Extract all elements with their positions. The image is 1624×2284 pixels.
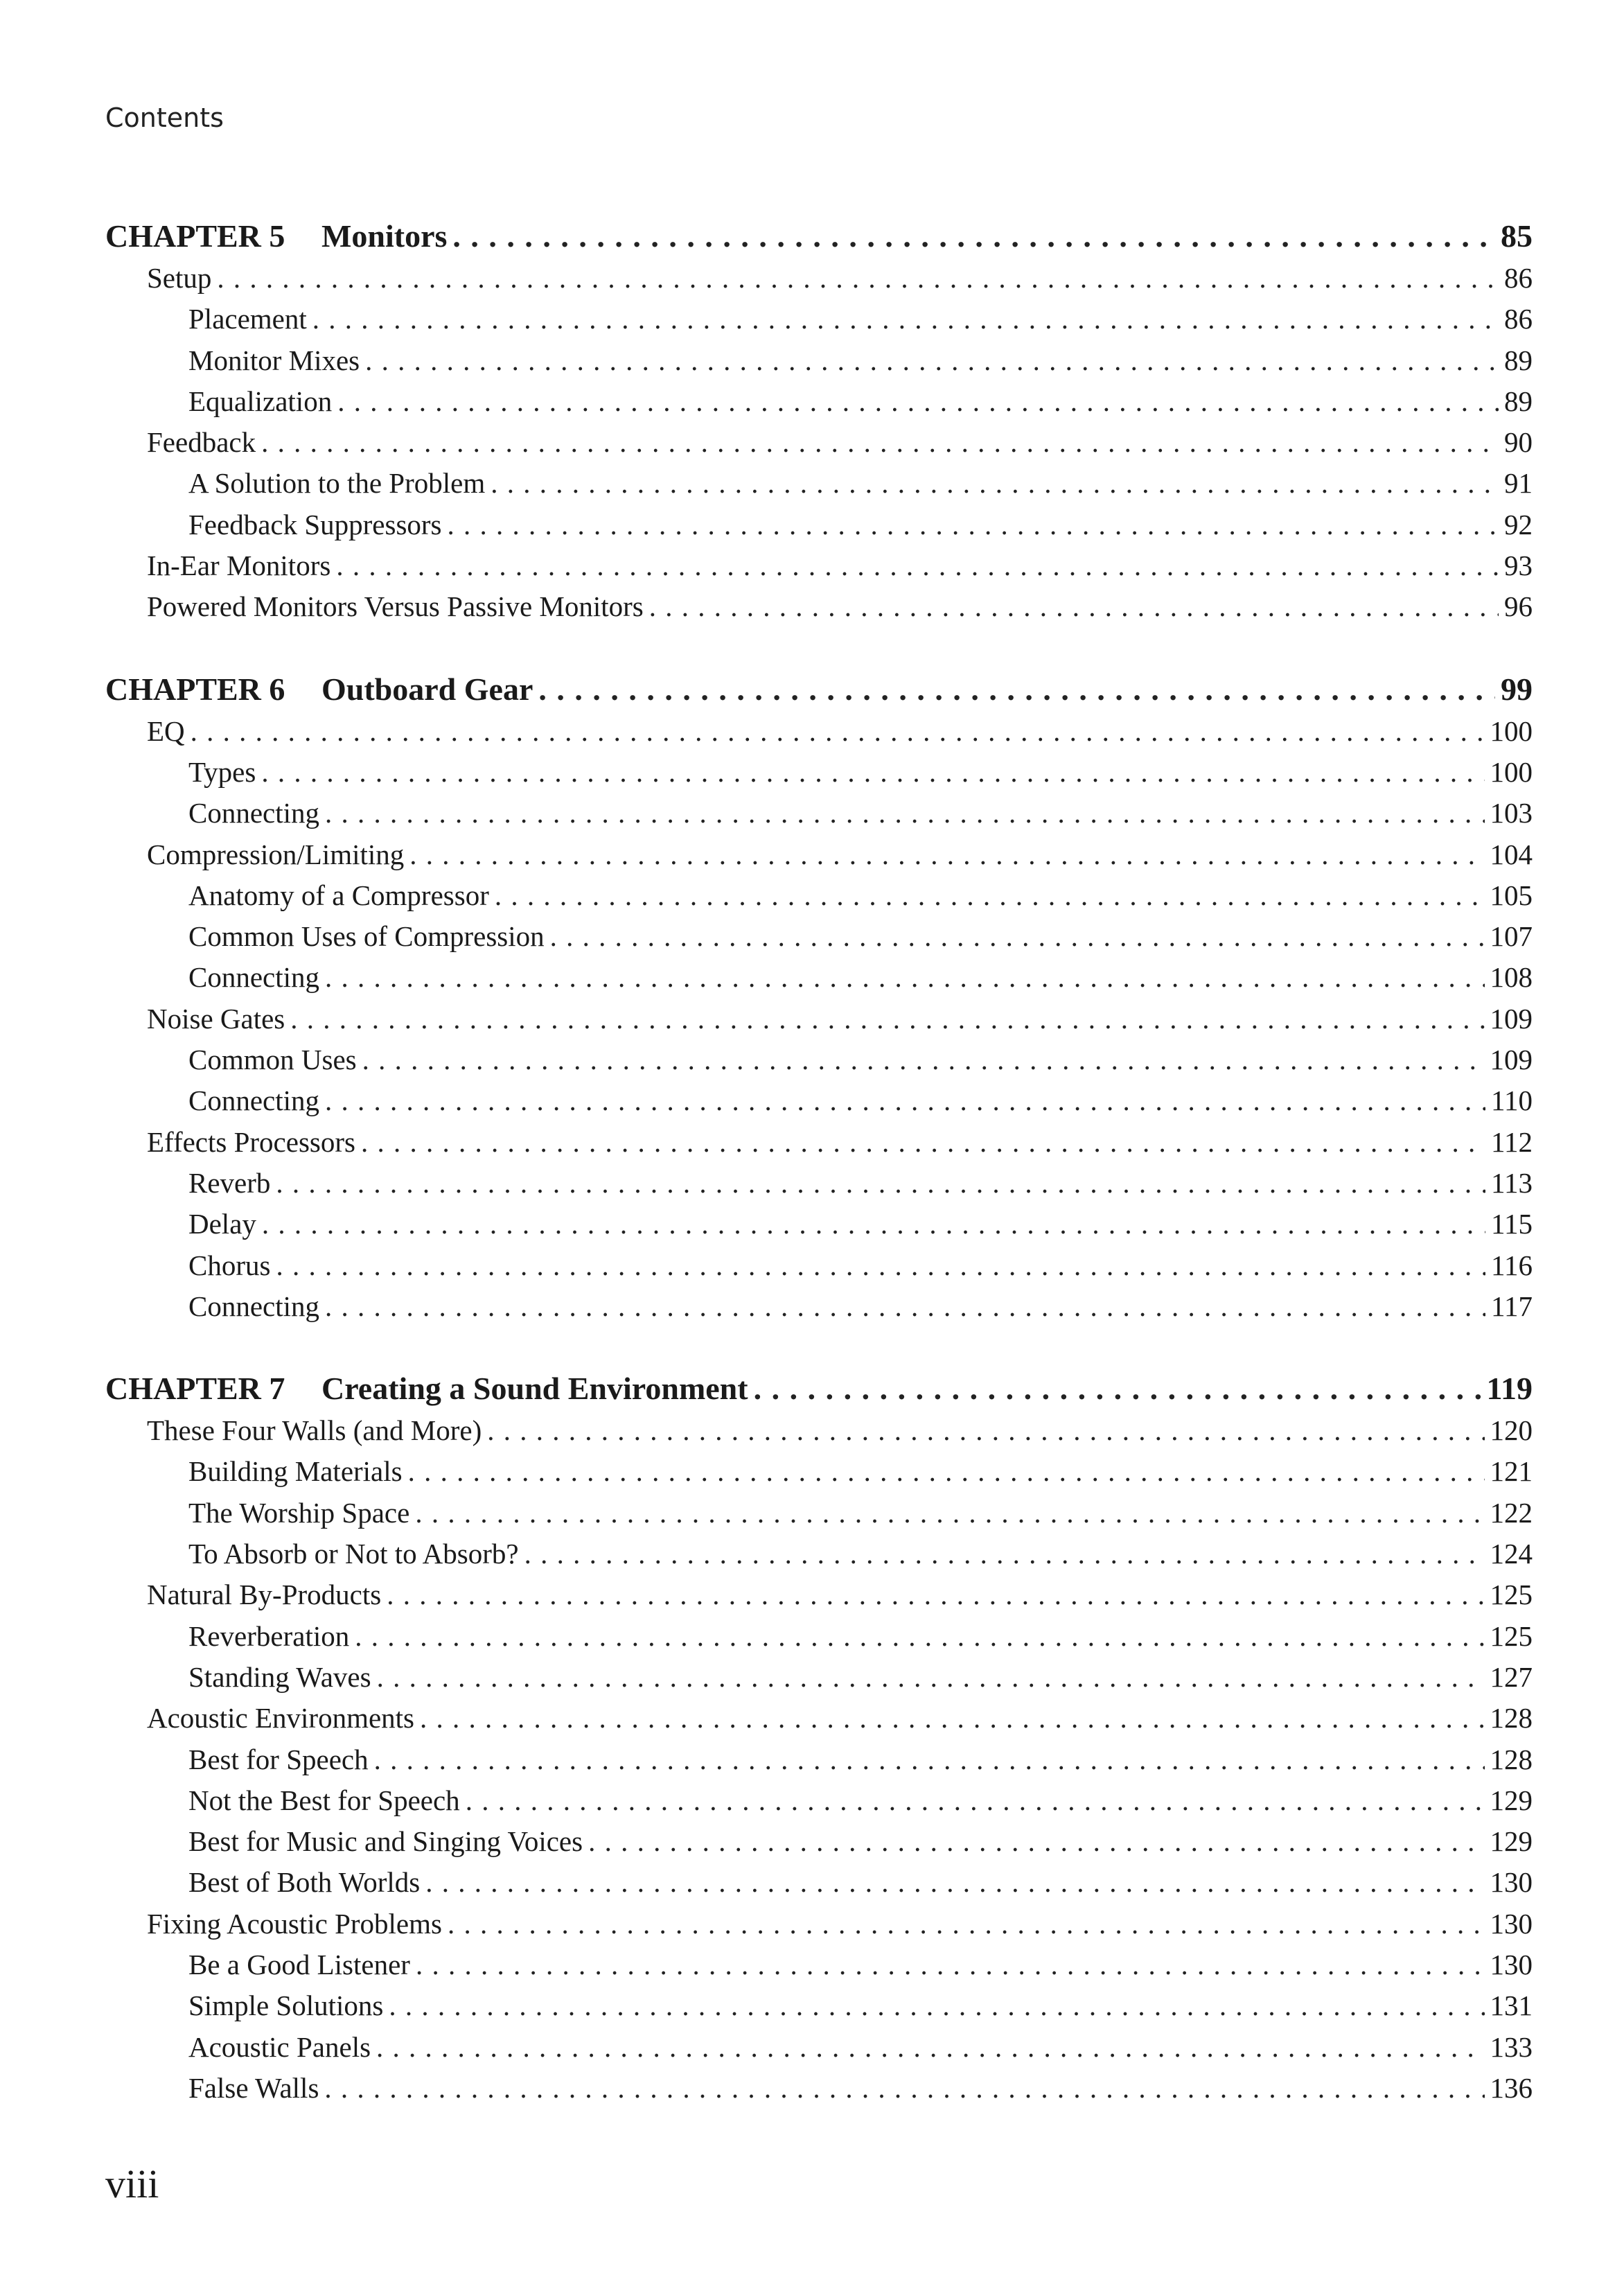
dot-leader xyxy=(365,340,1499,381)
entry-page-number: 109 xyxy=(1490,1002,1533,1035)
entry-label: Not the Best for Speech xyxy=(188,1784,460,1816)
entry-label: Types xyxy=(188,755,256,788)
entry-page-number: 104 xyxy=(1490,838,1533,870)
entry-label: Building Materials xyxy=(188,1455,403,1488)
dot-leader xyxy=(452,215,1495,258)
toc-subsection-entry[interactable] xyxy=(105,1245,1533,1286)
entry-label: In-Ear Monitors xyxy=(147,550,331,582)
entry-page-number: 129 xyxy=(1490,1825,1533,1858)
dot-leader xyxy=(649,586,1499,627)
entry-label: EQ xyxy=(147,714,185,747)
entry-page-number: 113 xyxy=(1491,1166,1533,1199)
entry-label: Connecting xyxy=(188,797,320,829)
dot-leader xyxy=(325,1286,1485,1327)
chapter-number: CHAPTER 6 xyxy=(105,671,285,707)
dot-leader xyxy=(448,504,1499,545)
dot-leader xyxy=(325,793,1484,834)
dot-leader xyxy=(550,916,1485,957)
toc-subsection-entry[interactable] xyxy=(105,2068,1533,2109)
toc-subsection-entry[interactable] xyxy=(105,1616,1533,1657)
toc-subsection-entry[interactable] xyxy=(105,1493,1533,1534)
toc-subsection-entry[interactable] xyxy=(105,793,1533,834)
entry-page-number: 122 xyxy=(1490,1496,1533,1529)
entry-label: Delay xyxy=(188,1208,256,1240)
toc-subsection-entry[interactable] xyxy=(105,1985,1533,2026)
entry-label: These Four Walls (and More) xyxy=(147,1414,482,1447)
entry-label: Feedback xyxy=(147,426,256,459)
dot-leader xyxy=(276,1245,1485,1286)
chapter-label xyxy=(105,668,533,711)
toc-subsection-entry[interactable] xyxy=(105,1821,1533,1862)
toc-subsection-entry[interactable] xyxy=(105,752,1533,793)
toc-subsection-entry[interactable] xyxy=(105,381,1533,422)
toc-section-entry[interactable] xyxy=(105,999,1533,1039)
chapter-number: CHAPTER 7 xyxy=(105,1371,285,1407)
entry-page-number: 103 xyxy=(1490,797,1533,829)
dot-leader xyxy=(389,1985,1484,2026)
chapter-title: Outboard Gear xyxy=(321,671,533,707)
entry-page-number: 93 xyxy=(1504,550,1533,582)
entry-label: Simple Solutions xyxy=(188,1989,384,2022)
entry-page-number: 124 xyxy=(1490,1538,1533,1570)
toc-subsection-entry[interactable] xyxy=(105,916,1533,957)
entry-label: Effects Processors xyxy=(147,1125,355,1158)
entry-label: Monitor Mixes xyxy=(188,344,360,376)
entry-label: Reverberation xyxy=(188,1619,350,1652)
dot-leader xyxy=(538,668,1495,711)
toc-section-entry[interactable] xyxy=(105,422,1533,463)
dot-leader xyxy=(324,2068,1484,2109)
entry-label: Best for Speech xyxy=(188,1743,369,1775)
dot-leader xyxy=(466,1780,1485,1821)
entry-label: Equalization xyxy=(188,385,333,417)
entry-label: The Worship Space xyxy=(188,1496,410,1529)
toc-section-entry[interactable] xyxy=(105,1122,1533,1163)
toc-subsection-entry[interactable] xyxy=(105,1080,1533,1121)
entry-page-number: 130 xyxy=(1490,1948,1533,1980)
dot-leader xyxy=(361,1122,1485,1163)
dot-leader xyxy=(448,1904,1485,1944)
toc-subsection-entry[interactable] xyxy=(105,1204,1533,1245)
entry-page-number: 121 xyxy=(1490,1455,1533,1488)
toc-subsection-entry[interactable] xyxy=(105,1286,1533,1327)
toc-subsection-entry[interactable] xyxy=(105,299,1533,340)
entry-page-number: 133 xyxy=(1490,2030,1533,2063)
toc-subsection-entry[interactable] xyxy=(105,340,1533,381)
entry-page-number: 89 xyxy=(1504,344,1533,376)
entry-label: Acoustic Panels xyxy=(188,2030,371,2063)
chapter-section xyxy=(105,215,1533,628)
dot-leader xyxy=(191,711,1485,752)
dot-leader xyxy=(420,1698,1484,1739)
entry-page-number: 120 xyxy=(1490,1414,1533,1447)
chapter-page-number: 119 xyxy=(1486,1371,1533,1407)
entry-page-number: 92 xyxy=(1504,508,1533,541)
entry-page-number: 96 xyxy=(1504,590,1533,623)
entry-page-number: 116 xyxy=(1491,1249,1533,1281)
toc-subsection-entry[interactable] xyxy=(105,504,1533,545)
chapter-section xyxy=(105,1367,1533,2109)
toc-subsection-entry[interactable] xyxy=(105,463,1533,504)
entry-label: Feedback Suppressors xyxy=(188,508,442,541)
dot-leader xyxy=(355,1616,1484,1657)
toc-subsection-entry[interactable] xyxy=(105,1739,1533,1780)
entry-label: Common Uses of Compression xyxy=(188,920,545,953)
entry-label: Common Uses xyxy=(188,1044,357,1076)
entry-label: Noise Gates xyxy=(147,1002,285,1035)
toc-section-entry[interactable] xyxy=(105,586,1533,627)
chapter-title: Monitors xyxy=(321,218,448,254)
toc-subsection-entry[interactable] xyxy=(105,1534,1533,1574)
entry-page-number: 90 xyxy=(1504,426,1533,459)
toc-subsection-entry[interactable] xyxy=(105,2027,1533,2068)
dot-leader xyxy=(377,1657,1485,1698)
entry-page-number: 86 xyxy=(1504,262,1533,294)
toc-subsection-entry[interactable] xyxy=(105,1944,1533,1985)
running-head: Contents xyxy=(105,103,224,133)
entry-page-number: 131 xyxy=(1490,1989,1533,2022)
chapter-heading[interactable] xyxy=(105,1367,1533,1410)
entry-label: Acoustic Environments xyxy=(147,1702,415,1734)
entry-page-number: 117 xyxy=(1491,1290,1533,1322)
entry-page-number: 125 xyxy=(1490,1619,1533,1652)
entry-label: Setup xyxy=(147,262,212,294)
chapter-number: CHAPTER 5 xyxy=(105,218,285,254)
entry-page-number: 86 xyxy=(1504,303,1533,335)
dot-leader xyxy=(362,1039,1485,1080)
entry-page-number: 112 xyxy=(1491,1125,1533,1158)
entry-label: Be a Good Listener xyxy=(188,1948,410,1980)
entry-page-number: 110 xyxy=(1491,1084,1533,1117)
dot-leader xyxy=(425,1862,1484,1903)
dot-leader xyxy=(491,463,1499,504)
dot-leader xyxy=(262,1204,1485,1245)
entry-label: Standing Waves xyxy=(188,1660,371,1693)
entry-label: Connecting xyxy=(188,1084,320,1117)
entry-label: Best of Both Worlds xyxy=(188,1866,421,1899)
entry-page-number: 129 xyxy=(1490,1784,1533,1816)
entry-label: Fixing Acoustic Problems xyxy=(147,1907,442,1940)
dot-leader xyxy=(487,1410,1484,1451)
dot-leader xyxy=(588,1821,1484,1862)
chapter-label xyxy=(105,215,447,258)
entry-page-number: 127 xyxy=(1490,1660,1533,1693)
entry-label: Powered Monitors Versus Passive Monitors xyxy=(147,590,644,623)
entry-page-number: 128 xyxy=(1490,1743,1533,1775)
toc-subsection-entry[interactable] xyxy=(105,1780,1533,1821)
chapter-label xyxy=(105,1367,748,1410)
dot-leader xyxy=(312,299,1499,340)
entry-label: Reverb xyxy=(188,1166,271,1199)
toc-subsection-entry[interactable] xyxy=(105,957,1533,998)
dot-leader xyxy=(261,422,1499,463)
dot-leader xyxy=(376,2027,1484,2068)
dot-leader xyxy=(325,957,1484,998)
entry-page-number: 100 xyxy=(1490,755,1533,788)
dot-leader xyxy=(290,999,1484,1039)
toc-subsection-entry[interactable] xyxy=(105,1039,1533,1080)
page-number: viii xyxy=(105,2161,159,2206)
entry-page-number: 136 xyxy=(1490,2071,1533,2104)
toc-section-entry[interactable] xyxy=(105,1410,1533,1451)
dot-leader xyxy=(495,875,1485,916)
toc-subsection-entry[interactable] xyxy=(105,1163,1533,1204)
entry-page-number: 108 xyxy=(1490,961,1533,994)
entry-page-number: 91 xyxy=(1504,467,1533,500)
chapter-heading[interactable] xyxy=(105,215,1533,258)
chapter-section xyxy=(105,668,1533,1327)
toc-section-entry[interactable] xyxy=(105,1574,1533,1615)
chapter-title: Creating a Sound Environment xyxy=(321,1371,748,1407)
toc-subsection-entry[interactable] xyxy=(105,1862,1533,1903)
entry-label: Chorus xyxy=(188,1249,271,1281)
entry-page-number: 100 xyxy=(1490,714,1533,747)
chapter-page-number: 99 xyxy=(1501,671,1533,707)
entry-label: Natural By-Products xyxy=(147,1579,382,1611)
dot-leader xyxy=(336,545,1499,586)
entry-page-number: 109 xyxy=(1490,1044,1533,1076)
entry-page-number: 125 xyxy=(1490,1579,1533,1611)
entry-label: Compression/Limiting xyxy=(147,838,405,870)
toc-section-entry[interactable] xyxy=(105,1698,1533,1739)
toc-section-entry[interactable] xyxy=(105,545,1533,586)
entry-label: Placement xyxy=(188,303,307,335)
entry-label: Anatomy of a Compressor xyxy=(188,879,489,911)
entry-page-number: 105 xyxy=(1490,879,1533,911)
entry-label: Connecting xyxy=(188,1290,320,1322)
entry-page-number: 107 xyxy=(1490,920,1533,953)
chapter-heading[interactable] xyxy=(105,668,1533,711)
toc-section-entry[interactable] xyxy=(105,834,1533,875)
toc-section-entry[interactable] xyxy=(105,711,1533,752)
dot-leader xyxy=(416,1944,1485,1985)
entry-label: Connecting xyxy=(188,961,320,994)
entry-label: Best for Music and Singing Voices xyxy=(188,1825,583,1858)
table-of-contents xyxy=(105,215,1533,2109)
dot-leader xyxy=(337,381,1499,422)
toc-subsection-entry[interactable] xyxy=(105,1657,1533,1698)
dot-leader xyxy=(408,1451,1485,1492)
dot-leader xyxy=(387,1574,1484,1615)
dot-leader xyxy=(754,1367,1481,1410)
entry-page-number: 130 xyxy=(1490,1866,1533,1899)
entry-page-number: 130 xyxy=(1490,1907,1533,1940)
dot-leader xyxy=(374,1739,1485,1780)
dot-leader xyxy=(415,1493,1484,1534)
entry-label: False Walls xyxy=(188,2071,319,2104)
dot-leader xyxy=(325,1080,1485,1121)
dot-leader xyxy=(276,1163,1485,1204)
entry-page-number: 115 xyxy=(1491,1208,1533,1240)
toc-subsection-entry[interactable] xyxy=(105,1451,1533,1492)
toc-section-entry[interactable] xyxy=(105,258,1533,299)
toc-subsection-entry[interactable] xyxy=(105,875,1533,916)
entry-page-number: 89 xyxy=(1504,385,1533,417)
dot-leader xyxy=(524,1534,1485,1574)
dot-leader xyxy=(409,834,1484,875)
entry-page-number: 128 xyxy=(1490,1702,1533,1734)
dot-leader xyxy=(217,258,1499,299)
entry-label: To Absorb or Not to Absorb? xyxy=(188,1538,519,1570)
entry-label: A Solution to the Problem xyxy=(188,467,486,500)
toc-section-entry[interactable] xyxy=(105,1904,1533,1944)
chapter-page-number: 85 xyxy=(1501,218,1533,254)
dot-leader xyxy=(261,752,1484,793)
